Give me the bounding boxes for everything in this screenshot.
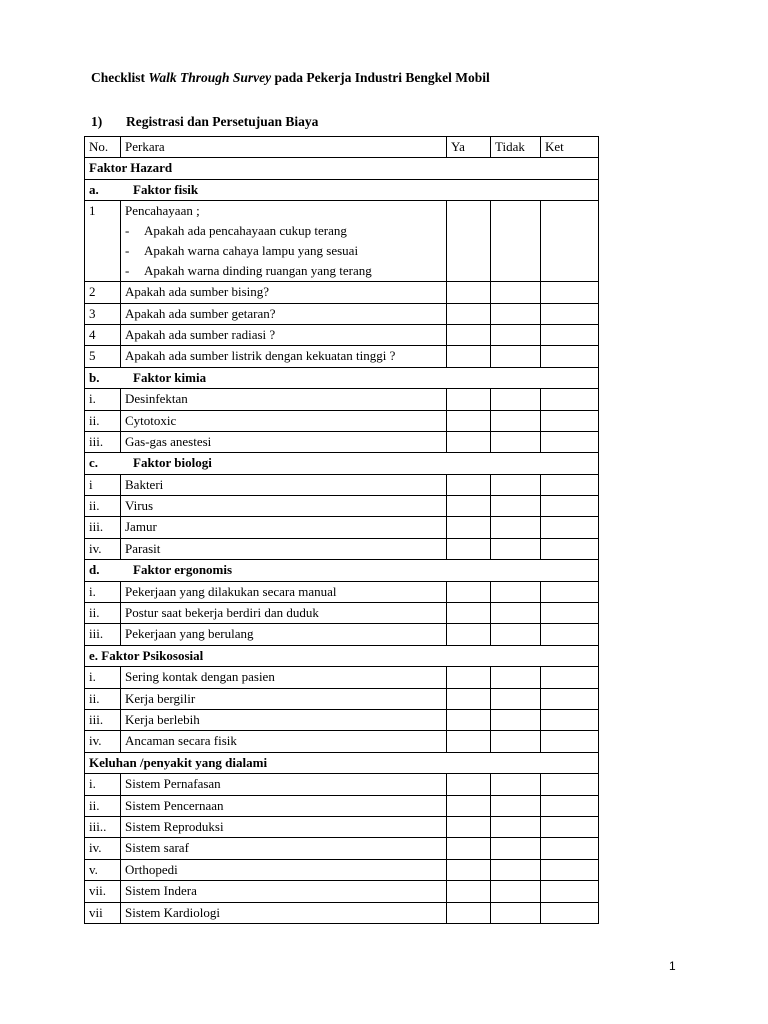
- section-heading: [91, 114, 318, 130]
- group-label: Keluhan /penyakit yang dialami: [85, 752, 599, 773]
- group-letter: b.: [89, 369, 100, 385]
- ket-cell[interactable]: [541, 859, 599, 880]
- tidak-checkbox-cell[interactable]: [491, 324, 541, 345]
- table-row: [85, 667, 599, 688]
- tidak-checkbox-cell[interactable]: [491, 346, 541, 367]
- bullet-item: - Apakah ada pencahayaan cukup terang: [125, 223, 347, 239]
- row-no: ii.: [85, 603, 121, 624]
- table-row: [85, 859, 599, 880]
- table-row: [85, 688, 599, 709]
- table-row: [85, 431, 599, 452]
- tidak-checkbox-cell[interactable]: [491, 603, 541, 624]
- group-faktor-ergonomis: [85, 560, 599, 581]
- section-number: 1): [91, 114, 103, 129]
- row-no: 3: [85, 303, 121, 324]
- table-row: [85, 389, 599, 410]
- group-label: [85, 560, 599, 581]
- ya-checkbox-cell[interactable]: [447, 603, 491, 624]
- row-text: Sistem Pernafasan: [121, 774, 447, 795]
- ket-cell[interactable]: [541, 581, 599, 602]
- row-text: Gas-gas anestesi: [121, 431, 447, 452]
- ya-checkbox-cell[interactable]: [447, 431, 491, 452]
- group-label: e. Faktor Psikososial: [85, 645, 599, 666]
- table-row: [85, 795, 599, 816]
- ket-cell[interactable]: [541, 688, 599, 709]
- table-row: [85, 282, 599, 303]
- row-no: vii: [85, 902, 121, 923]
- table-row: [85, 346, 599, 367]
- ya-checkbox-cell[interactable]: [447, 816, 491, 837]
- row-text: Cytotoxic: [121, 410, 447, 431]
- row-text: Sering kontak dengan pasien: [121, 667, 447, 688]
- ya-checkbox-cell[interactable]: [447, 838, 491, 859]
- table-row-pencahayaan: [85, 201, 599, 282]
- tidak-checkbox-cell[interactable]: [491, 496, 541, 517]
- title-suffix: pada Pekerja Industri Bengkel Mobil: [271, 70, 490, 85]
- row-no: i: [85, 474, 121, 495]
- row-text: Sistem Pencernaan: [121, 795, 447, 816]
- ya-checkbox-cell[interactable]: [447, 902, 491, 923]
- row-no: i.: [85, 389, 121, 410]
- table-row: [85, 474, 599, 495]
- ket-cell[interactable]: [541, 303, 599, 324]
- group-label: Faktor Hazard: [85, 158, 599, 179]
- row-text: Jamur: [121, 517, 447, 538]
- table-row: [85, 902, 599, 923]
- table-row: [85, 496, 599, 517]
- section-label: Registrasi dan Persetujuan Biaya: [126, 114, 319, 129]
- table-row: [85, 816, 599, 837]
- ket-cell[interactable]: [541, 902, 599, 923]
- header-ya: Ya: [447, 137, 491, 158]
- group-label: [85, 453, 599, 474]
- ket-cell[interactable]: [541, 517, 599, 538]
- header-tidak: Tidak: [491, 137, 541, 158]
- row-text: Kerja berlebih: [121, 709, 447, 730]
- group-title: Faktor fisik: [133, 181, 199, 197]
- tidak-checkbox-cell[interactable]: [491, 688, 541, 709]
- ket-cell[interactable]: [541, 389, 599, 410]
- ya-checkbox-cell[interactable]: [447, 795, 491, 816]
- row-no: i.: [85, 774, 121, 795]
- group-title: Faktor kimia: [133, 369, 207, 385]
- row-text: Sistem Indera: [121, 881, 447, 902]
- ya-checkbox-cell[interactable]: [447, 496, 491, 517]
- header-no: No.: [85, 137, 121, 158]
- ya-checkbox-cell[interactable]: [447, 881, 491, 902]
- group-letter: c.: [89, 455, 99, 471]
- ket-cell[interactable]: [541, 201, 599, 282]
- ket-cell[interactable]: [541, 667, 599, 688]
- tidak-checkbox-cell[interactable]: [491, 303, 541, 324]
- ya-checkbox-cell[interactable]: [447, 731, 491, 752]
- ket-cell[interactable]: [541, 324, 599, 345]
- row-text: Parasit: [121, 538, 447, 559]
- row-text: Virus: [121, 496, 447, 517]
- tidak-checkbox-cell[interactable]: [491, 201, 541, 282]
- tidak-checkbox-cell[interactable]: [491, 774, 541, 795]
- document-title: [91, 70, 490, 86]
- row-no: 4: [85, 324, 121, 345]
- group-faktor-psikososial: [85, 645, 599, 666]
- page-number: 1: [669, 959, 676, 973]
- checklist-table: [84, 136, 599, 924]
- row-text: Pekerjaan yang berulang: [121, 624, 447, 645]
- ya-checkbox-cell[interactable]: [447, 303, 491, 324]
- table-row: [85, 881, 599, 902]
- row-text: Desinfektan: [121, 389, 447, 410]
- row-no: i.: [85, 581, 121, 602]
- ya-checkbox-cell[interactable]: [447, 859, 491, 880]
- row-main-text: Pencahayaan ;: [125, 203, 200, 219]
- title-prefix: Checklist: [91, 70, 149, 85]
- ket-cell[interactable]: [541, 346, 599, 367]
- ya-checkbox-cell[interactable]: [447, 581, 491, 602]
- row-no: ii.: [85, 496, 121, 517]
- row-text: Apakah ada sumber radiasi ?: [121, 324, 447, 345]
- row-text: Orthopedi: [121, 859, 447, 880]
- table-row: [85, 709, 599, 730]
- tidak-checkbox-cell[interactable]: [491, 902, 541, 923]
- group-faktor-hazard: [85, 158, 599, 179]
- row-text: Ancaman secara fisik: [121, 731, 447, 752]
- row-no: iii.: [85, 624, 121, 645]
- group-faktor-kimia: [85, 367, 599, 388]
- row-no: ii.: [85, 795, 121, 816]
- table-row: [85, 624, 599, 645]
- group-label: [85, 367, 599, 388]
- tidak-checkbox-cell[interactable]: [491, 731, 541, 752]
- tidak-checkbox-cell[interactable]: [491, 581, 541, 602]
- row-no: v.: [85, 859, 121, 880]
- row-no: iv.: [85, 731, 121, 752]
- ket-cell[interactable]: [541, 709, 599, 730]
- tidak-checkbox-cell[interactable]: [491, 859, 541, 880]
- ket-cell[interactable]: [541, 474, 599, 495]
- group-title: Faktor ergonomis: [133, 562, 233, 578]
- tidak-checkbox-cell[interactable]: [491, 474, 541, 495]
- table-header-row: [85, 137, 599, 158]
- tidak-checkbox-cell[interactable]: [491, 282, 541, 303]
- row-text: [121, 201, 447, 282]
- row-no: iii.: [85, 517, 121, 538]
- ya-checkbox-cell[interactable]: [447, 474, 491, 495]
- header-ket: Ket: [541, 137, 599, 158]
- tidak-checkbox-cell[interactable]: [491, 431, 541, 452]
- tidak-checkbox-cell[interactable]: [491, 709, 541, 730]
- ya-checkbox-cell[interactable]: [447, 410, 491, 431]
- row-no: iv.: [85, 838, 121, 859]
- group-label: [85, 179, 599, 200]
- row-no: ii.: [85, 688, 121, 709]
- ket-cell[interactable]: [541, 410, 599, 431]
- ya-checkbox-cell[interactable]: [447, 709, 491, 730]
- group-faktor-fisik: [85, 179, 599, 200]
- row-no: iii.: [85, 431, 121, 452]
- row-no: ii.: [85, 410, 121, 431]
- group-letter: d.: [89, 562, 100, 578]
- ket-cell[interactable]: [541, 838, 599, 859]
- row-text: Apakah ada sumber bising?: [121, 282, 447, 303]
- header-perkara: Perkara: [121, 137, 447, 158]
- row-text: Postur saat bekerja berdiri dan duduk: [121, 603, 447, 624]
- table-row: [85, 774, 599, 795]
- ket-cell[interactable]: [541, 431, 599, 452]
- table-row: [85, 410, 599, 431]
- ket-cell[interactable]: [541, 496, 599, 517]
- table-row: [85, 303, 599, 324]
- ya-checkbox-cell[interactable]: [447, 688, 491, 709]
- group-title: Faktor biologi: [133, 455, 212, 471]
- bullet-item: - Apakah warna cahaya lampu yang sesuai: [125, 243, 359, 259]
- ket-cell[interactable]: [541, 538, 599, 559]
- ya-checkbox-cell[interactable]: [447, 517, 491, 538]
- table-row: [85, 838, 599, 859]
- bullet-item: - Apakah warna dinding ruangan yang terang: [125, 263, 372, 279]
- table-row: [85, 581, 599, 602]
- ya-checkbox-cell[interactable]: [447, 538, 491, 559]
- tidak-checkbox-cell[interactable]: [491, 389, 541, 410]
- ket-cell[interactable]: [541, 731, 599, 752]
- tidak-checkbox-cell[interactable]: [491, 410, 541, 431]
- title-italic: Walk Through Survey: [148, 70, 272, 85]
- ya-checkbox-cell[interactable]: [447, 346, 491, 367]
- ya-checkbox-cell[interactable]: [447, 324, 491, 345]
- table-row: [85, 731, 599, 752]
- ya-checkbox-cell[interactable]: [447, 282, 491, 303]
- ya-checkbox-cell[interactable]: [447, 667, 491, 688]
- row-text: Kerja bergilir: [121, 688, 447, 709]
- table-row: [85, 538, 599, 559]
- ket-cell[interactable]: [541, 881, 599, 902]
- tidak-checkbox-cell[interactable]: [491, 881, 541, 902]
- group-keluhan: [85, 752, 599, 773]
- row-no: 1: [85, 201, 121, 282]
- row-no: i.: [85, 667, 121, 688]
- row-no: iv.: [85, 538, 121, 559]
- row-no: iii.: [85, 709, 121, 730]
- group-letter: a.: [89, 181, 99, 197]
- row-no: iii..: [85, 816, 121, 837]
- row-no: 2: [85, 282, 121, 303]
- tidak-checkbox-cell[interactable]: [491, 838, 541, 859]
- row-text: Apakah ada sumber listrik dengan kekuatan tinggi ?: [121, 346, 447, 367]
- table-row: [85, 324, 599, 345]
- ya-checkbox-cell[interactable]: [447, 774, 491, 795]
- ya-checkbox-cell[interactable]: [447, 201, 491, 282]
- row-text: Bakteri: [121, 474, 447, 495]
- row-text: Sistem Reproduksi: [121, 816, 447, 837]
- row-no: vii.: [85, 881, 121, 902]
- row-no: 5: [85, 346, 121, 367]
- ket-cell[interactable]: [541, 282, 599, 303]
- ket-cell[interactable]: [541, 774, 599, 795]
- tidak-checkbox-cell[interactable]: [491, 816, 541, 837]
- tidak-checkbox-cell[interactable]: [491, 538, 541, 559]
- row-text: Apakah ada sumber getaran?: [121, 303, 447, 324]
- tidak-checkbox-cell[interactable]: [491, 667, 541, 688]
- group-faktor-biologi: [85, 453, 599, 474]
- table-row: [85, 517, 599, 538]
- tidak-checkbox-cell[interactable]: [491, 795, 541, 816]
- tidak-checkbox-cell[interactable]: [491, 624, 541, 645]
- ket-cell[interactable]: [541, 603, 599, 624]
- table-row: [85, 603, 599, 624]
- row-text: Sistem saraf: [121, 838, 447, 859]
- ya-checkbox-cell[interactable]: [447, 624, 491, 645]
- tidak-checkbox-cell[interactable]: [491, 517, 541, 538]
- row-text: Pekerjaan yang dilakukan secara manual: [121, 581, 447, 602]
- ya-checkbox-cell[interactable]: [447, 389, 491, 410]
- row-text: Sistem Kardiologi: [121, 902, 447, 923]
- ket-cell[interactable]: [541, 795, 599, 816]
- ket-cell[interactable]: [541, 816, 599, 837]
- ket-cell[interactable]: [541, 624, 599, 645]
